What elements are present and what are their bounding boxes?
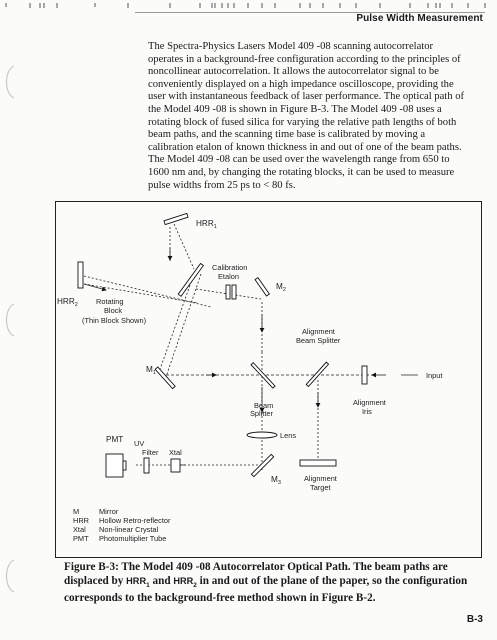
svg-text:M2: $M_2$	[276, 282, 286, 293]
legend-abbr: Xtal	[73, 525, 86, 534]
binder-hole-mark	[0, 62, 20, 102]
pmt-detector	[106, 454, 126, 477]
svg-text:M3: $M_3$	[271, 475, 281, 486]
alignment-target-label2: Target	[310, 483, 331, 492]
alignment-target-label1: Alignment	[304, 474, 337, 483]
binder-hole-mark	[0, 300, 20, 340]
uv-filter	[144, 458, 149, 473]
splitter-label: Splitter	[250, 409, 274, 418]
m3-label: M	[271, 475, 278, 484]
rotating-block	[178, 263, 203, 296]
hrr1-label: HRR	[196, 219, 214, 228]
running-head: Pulse Width Measurement	[356, 13, 483, 24]
rotating-label: Rotating	[96, 297, 124, 306]
legend	[73, 507, 171, 543]
hrr1-retroreflector	[164, 213, 188, 224]
legend-abbr: PMT	[73, 534, 89, 543]
binder-hole-mark	[0, 556, 20, 596]
alignment-iris-label1: Alignment	[353, 398, 386, 407]
alignment-target	[300, 460, 336, 466]
alignment-iris	[362, 366, 367, 384]
thin-block-label: (Thin Block Shown)	[82, 316, 147, 325]
alignment-bs-label1: Alignment	[302, 327, 335, 336]
alignment-beam-splitter	[306, 362, 328, 386]
figure-optical-path	[55, 201, 482, 558]
input-label: Input	[426, 371, 443, 380]
hrr2-retroreflector	[78, 262, 83, 288]
figure-caption: Figure B-3: The Model 409 -08 Autocorrelator Optical Path. The beam paths are displaced by $HRR_1$ and $HRR_2$ in and out of the plane of the paper, so the configuration corresponds to the background-free method shown in Figure B-2.	[64, 561, 468, 605]
legend-desc: Photomultiplier Tube	[99, 534, 167, 543]
alignment-bs-label2: Beam Splitter	[296, 336, 341, 345]
svg-text:M1: $M_1$	[146, 365, 156, 376]
legend-desc: Non-linear Crystal	[99, 525, 159, 534]
alignment-iris-label2: Iris	[362, 407, 372, 416]
block-label: Block	[104, 306, 123, 315]
nonlinear-crystal	[171, 459, 180, 472]
m2-label: M	[276, 282, 283, 291]
body-paragraph: The Spectra-Physics Lasers Model 409 -08 scanning autocorrelator operates in a background-free configuration according to the principles of noncollinear autocorrelation. It allows the autocorrelator signal to be conveniently displayed on a high impedance oscilloscope, providing the user with instantaneous feedback of laser performance. The optical path of the Model 409 -08 is shown in Figure B-3. The Model 409 -08 uses a rotating block of fused silica for varying the relative path lengths of both beam paths, and the scanning time base is calibrated by moving a calibration etalon of known thickness in and out of one of the beam paths. The Model 409 -08 can be used over the wavelength range from 650 to 1600 nm and, by changing the rotating blocks, it can be used to measure pulse widths from 25 ps to < 80 fs.	[148, 41, 465, 191]
pmt-label: PMT	[106, 435, 124, 444]
m1-label: M	[146, 365, 153, 374]
legend-desc: Mirror	[99, 507, 119, 516]
etalon-label: Etalon	[218, 272, 239, 281]
uv-label: UV	[134, 439, 145, 448]
mirror-m3	[251, 454, 273, 476]
lens-label: Lens	[280, 431, 297, 440]
lens	[247, 432, 277, 438]
hrr2-label: HRR	[57, 297, 75, 306]
legend-abbr: M	[73, 507, 80, 516]
filter-label: Filter	[142, 448, 159, 457]
mirror-m2	[255, 278, 269, 296]
calibration-etalon	[226, 285, 236, 299]
legend-desc: Hollow Retro-reflector	[99, 516, 171, 525]
page-number: B-3	[466, 614, 483, 625]
xtal-label: Xtal	[169, 448, 182, 457]
mirror-m1	[155, 367, 175, 389]
beam-label: Beam	[254, 401, 274, 410]
legend-abbr: HRR	[73, 516, 90, 525]
svg-text:HRR1: $HRR_1$	[196, 219, 217, 230]
optical-path-diagram	[56, 202, 483, 559]
calibration-label: Calibration	[212, 263, 248, 272]
svg-text:HRR2: $HRR_2$	[57, 297, 78, 308]
